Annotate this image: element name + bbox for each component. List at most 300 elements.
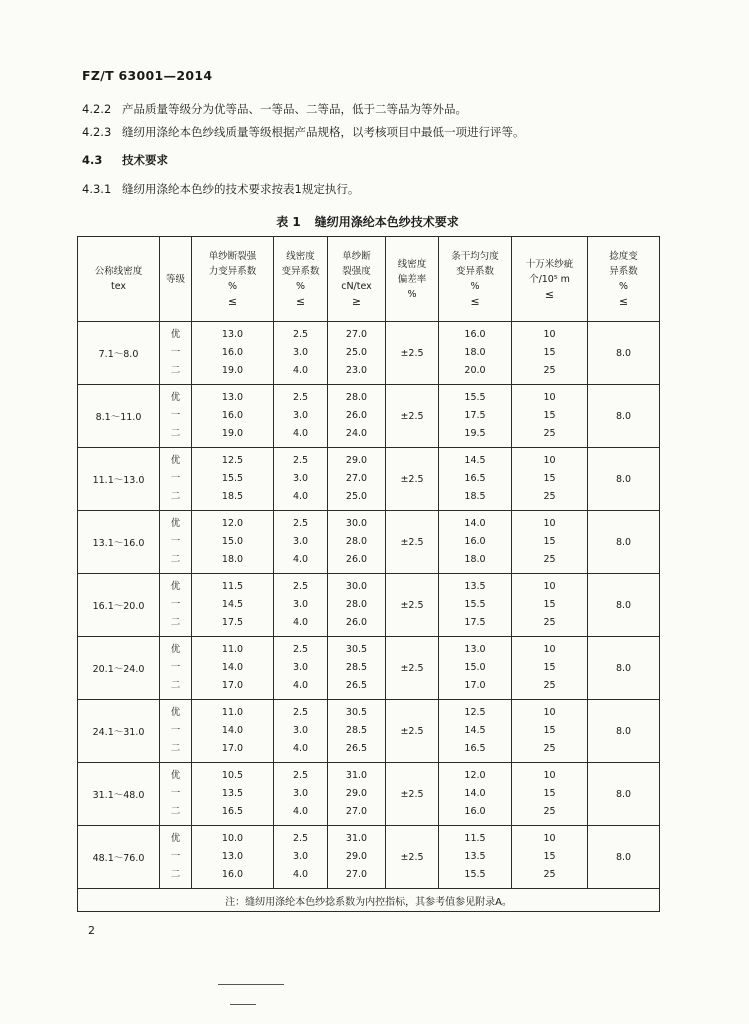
table-cell xyxy=(160,637,192,700)
table-cell xyxy=(328,826,386,889)
cell-value: 一 xyxy=(170,725,181,736)
header-line: % xyxy=(470,281,480,292)
cell-value: 3.0 xyxy=(292,788,309,799)
cell-value: 31.0 xyxy=(345,770,368,781)
value-stack xyxy=(274,385,327,447)
header-line: % xyxy=(227,281,238,292)
cell-value: 18.0 xyxy=(464,347,486,358)
cell-value: 优 xyxy=(170,518,181,529)
value-stack xyxy=(160,511,191,573)
cell-value: 28.0 xyxy=(345,392,368,403)
header-line: 单纱断 xyxy=(342,251,371,262)
cell-value: 10 xyxy=(543,707,556,718)
table-cell xyxy=(439,385,512,448)
twist-cv-cell: 8.0 xyxy=(588,322,660,385)
cell-value: 2.5 xyxy=(292,392,309,403)
cell-value: 15 xyxy=(543,788,556,799)
cell-value: 4.0 xyxy=(292,869,309,880)
table-cell xyxy=(328,637,386,700)
density-range-cell: 20.1～24.0 xyxy=(78,637,160,700)
cell-value: 16.0 xyxy=(464,329,486,340)
twist-cv-cell: 8.0 xyxy=(588,763,660,826)
twist-cv-cell: 8.0 xyxy=(588,511,660,574)
table-cell xyxy=(328,448,386,511)
cell-value: 30.0 xyxy=(345,581,368,592)
cell-value: 一 xyxy=(170,536,181,547)
cell-value: 14.0 xyxy=(221,662,244,673)
table-cell xyxy=(512,448,588,511)
cell-value: 25.0 xyxy=(345,491,368,502)
table-cell xyxy=(160,826,192,889)
cell-value: 二 xyxy=(170,743,181,754)
cell-value: 18.5 xyxy=(464,491,486,502)
twist-cv-cell: 8.0 xyxy=(588,448,660,511)
value-stack xyxy=(328,322,385,384)
table-caption xyxy=(0,213,749,230)
cell-value: 二 xyxy=(170,365,181,376)
deviation-cell: ±2.5 xyxy=(386,700,439,763)
cell-value: 11.0 xyxy=(221,707,244,718)
value-stack xyxy=(160,385,191,447)
table-cell xyxy=(512,826,588,889)
cell-value: 3.0 xyxy=(292,851,309,862)
value-stack xyxy=(328,574,385,636)
header-line: 异系数 xyxy=(609,266,638,277)
cell-value: 4.0 xyxy=(292,554,309,565)
cell-value: 17.5 xyxy=(464,617,486,628)
value-stack xyxy=(328,763,385,825)
value-stack xyxy=(192,322,273,384)
deviation-cell: ±2.5 xyxy=(386,637,439,700)
cell-value: 一 xyxy=(170,662,181,673)
cell-value: 14.5 xyxy=(221,599,244,610)
cell-value: 13.0 xyxy=(221,851,244,862)
limit-symbol: ≥ xyxy=(351,295,362,308)
cell-value: 30.5 xyxy=(345,707,368,718)
clause-4-2-2 xyxy=(82,101,467,117)
cell-value: 一 xyxy=(170,410,181,421)
cell-value: 13.0 xyxy=(464,644,486,655)
value-stack xyxy=(512,763,587,825)
cell-value: 优 xyxy=(170,770,181,781)
cell-value: 10 xyxy=(543,833,556,844)
density-range-cell: 13.1～16.0 xyxy=(78,511,160,574)
table-cell xyxy=(439,763,512,826)
table-row xyxy=(78,511,660,574)
deviation-cell: ±2.5 xyxy=(386,574,439,637)
table-header-cell xyxy=(588,237,660,322)
clause-4-3-1 xyxy=(82,181,359,197)
cell-value: 3.0 xyxy=(292,662,309,673)
header-line: % xyxy=(407,288,417,300)
table-row xyxy=(78,385,660,448)
scan-mark xyxy=(230,1004,256,1005)
cell-value: 13.0 xyxy=(221,392,244,403)
value-stack xyxy=(160,322,191,384)
table-cell xyxy=(328,763,386,826)
cell-value: 优 xyxy=(170,581,181,592)
table-caption-title: 缝纫用涤纶本色纱技术要求 xyxy=(314,215,459,229)
cell-value: 23.0 xyxy=(345,365,368,376)
table-cell xyxy=(160,700,192,763)
cell-value: 4.0 xyxy=(292,617,309,628)
value-stack xyxy=(328,826,385,888)
cell-value: 15.5 xyxy=(221,473,244,484)
table-cell xyxy=(160,511,192,574)
twist-cv-cell: 8.0 xyxy=(588,637,660,700)
cell-value: 13.5 xyxy=(221,788,244,799)
table-header-cell xyxy=(328,237,386,322)
cell-value: 4.0 xyxy=(292,743,309,754)
cell-value: 2.5 xyxy=(292,518,309,529)
header-line: 变异系数 xyxy=(281,266,320,277)
cell-value: 15.0 xyxy=(464,662,486,673)
cell-value: 2.5 xyxy=(292,833,309,844)
cell-value: 16.0 xyxy=(221,410,244,421)
density-range-cell: 24.1～31.0 xyxy=(78,700,160,763)
value-stack xyxy=(192,700,273,762)
table-cell xyxy=(439,448,512,511)
value-stack xyxy=(160,637,191,699)
table-cell xyxy=(439,637,512,700)
header-line: tex xyxy=(110,281,127,292)
header-line: 个/10⁵ m xyxy=(529,273,570,285)
clause-text: 缝纫用涤纶本色纱的技术要求按表1规定执行。 xyxy=(122,182,360,196)
cell-value: 17.5 xyxy=(221,617,244,628)
value-stack xyxy=(512,700,587,762)
scan-mark xyxy=(218,984,284,985)
table-row xyxy=(78,763,660,826)
table-cell xyxy=(439,511,512,574)
table-header-cell xyxy=(439,237,512,322)
header-line: 变异系数 xyxy=(455,266,494,277)
value-stack xyxy=(274,574,327,636)
table-cell xyxy=(160,385,192,448)
cell-value: 一 xyxy=(170,347,181,358)
cell-value: 2.5 xyxy=(292,329,309,340)
table-cell xyxy=(160,448,192,511)
value-stack xyxy=(512,511,587,573)
cell-value: 26.0 xyxy=(345,554,368,565)
value-stack xyxy=(192,574,273,636)
cell-value: 26.5 xyxy=(345,743,368,754)
table-caption-label: 表 1 xyxy=(276,215,301,229)
cell-value: 4.0 xyxy=(292,428,309,439)
cell-value: 25 xyxy=(543,806,556,817)
cell-value: 12.0 xyxy=(464,770,486,781)
table-header-cell xyxy=(160,237,192,322)
table-cell xyxy=(512,637,588,700)
standard-header: FZ/T 63001—2014 xyxy=(82,68,213,83)
density-range-cell: 48.1～76.0 xyxy=(78,826,160,889)
table-cell xyxy=(274,574,328,637)
cell-value: 18.0 xyxy=(221,554,244,565)
technical-requirements-table xyxy=(77,236,660,912)
table-cell xyxy=(192,322,274,385)
cell-value: 27.0 xyxy=(345,869,368,880)
value-stack xyxy=(439,322,511,384)
table-cell xyxy=(274,700,328,763)
header-line: 等级 xyxy=(165,273,185,285)
cell-value: 10 xyxy=(543,770,556,781)
twist-cv-cell: 8.0 xyxy=(588,574,660,637)
header-line: 十万米纱疵 xyxy=(525,258,574,270)
value-stack xyxy=(274,700,327,762)
cell-value: 3.0 xyxy=(292,410,309,421)
table-cell xyxy=(192,511,274,574)
header-line: 公称线密度 xyxy=(94,266,143,277)
cell-value: 11.5 xyxy=(221,581,244,592)
twist-cv-cell: 8.0 xyxy=(588,700,660,763)
cell-value: 2.5 xyxy=(292,707,309,718)
value-stack xyxy=(274,511,327,573)
value-stack xyxy=(274,637,327,699)
table-cell xyxy=(274,763,328,826)
cell-value: 25 xyxy=(543,365,556,376)
cell-value: 29.0 xyxy=(345,455,368,466)
value-stack xyxy=(274,763,327,825)
value-stack xyxy=(192,826,273,888)
cell-value: 20.0 xyxy=(464,365,486,376)
cell-value: 27.0 xyxy=(345,473,368,484)
cell-value: 25 xyxy=(543,680,556,691)
value-stack xyxy=(274,322,327,384)
header-line: cN/tex xyxy=(341,281,372,292)
cell-value: 25 xyxy=(543,869,556,880)
cell-value: 17.0 xyxy=(221,680,244,691)
cell-value: 19.0 xyxy=(221,365,244,376)
cell-value: 15.5 xyxy=(464,869,486,880)
cell-value: 3.0 xyxy=(292,599,309,610)
value-stack xyxy=(439,826,511,888)
limit-symbol: ≤ xyxy=(544,287,555,301)
cell-value: 17.0 xyxy=(464,680,486,691)
cell-value: 28.0 xyxy=(345,536,368,547)
table-header-cell xyxy=(78,237,160,322)
value-stack xyxy=(160,763,191,825)
cell-value: 16.0 xyxy=(464,536,486,547)
table-cell xyxy=(160,322,192,385)
cell-value: 27.0 xyxy=(345,806,368,817)
clause-text: 缝纫用涤纶本色纱线质量等级根据产品规格，以考核项目中最低一项进行评等。 xyxy=(122,125,525,139)
table-cell xyxy=(328,322,386,385)
table-row xyxy=(78,826,660,889)
table-cell xyxy=(274,637,328,700)
cell-value: 10 xyxy=(543,455,556,466)
cell-value: 28.5 xyxy=(345,662,368,673)
cell-value: 一 xyxy=(170,473,181,484)
table-cell xyxy=(328,700,386,763)
deviation-cell: ±2.5 xyxy=(386,763,439,826)
table-cell xyxy=(274,826,328,889)
header-line: 线密度 xyxy=(286,251,315,262)
table-note-row xyxy=(78,889,660,912)
cell-value: 14.0 xyxy=(221,725,244,736)
table-cell xyxy=(512,763,588,826)
cell-value: 11.5 xyxy=(464,833,486,844)
clause-number: 4.3.1 xyxy=(82,182,112,196)
density-range-cell: 31.1～48.0 xyxy=(78,763,160,826)
cell-value: 二 xyxy=(170,617,181,628)
cell-value: 19.5 xyxy=(464,428,486,439)
table-cell xyxy=(439,826,512,889)
cell-value: 25 xyxy=(543,617,556,628)
value-stack xyxy=(328,511,385,573)
table-cell xyxy=(192,448,274,511)
header-line: 力变异系数 xyxy=(208,266,257,277)
header-line: 裂强度 xyxy=(342,266,371,277)
value-stack xyxy=(512,448,587,510)
clause-number: 4.2.2 xyxy=(82,102,112,116)
cell-value: 15 xyxy=(543,473,556,484)
cell-value: 26.5 xyxy=(345,680,368,691)
table-cell xyxy=(160,763,192,826)
table-cell xyxy=(274,322,328,385)
cell-value: 2.5 xyxy=(292,455,309,466)
value-stack xyxy=(439,385,511,447)
table-cell xyxy=(192,826,274,889)
cell-value: 18.5 xyxy=(221,491,244,502)
table-cell xyxy=(274,385,328,448)
cell-value: 15 xyxy=(543,536,556,547)
table-cell xyxy=(192,700,274,763)
value-stack xyxy=(439,511,511,573)
value-stack xyxy=(328,385,385,447)
cell-value: 18.0 xyxy=(464,554,486,565)
cell-value: 4.0 xyxy=(292,491,309,502)
cell-value: 10 xyxy=(543,644,556,655)
deviation-cell: ±2.5 xyxy=(386,448,439,511)
cell-value: 28.5 xyxy=(345,725,368,736)
clause-4-2-3 xyxy=(82,124,525,140)
table-cell xyxy=(512,322,588,385)
cell-value: 15.5 xyxy=(464,599,486,610)
table-cell xyxy=(512,574,588,637)
cell-value: 二 xyxy=(170,869,181,880)
cell-value: 31.0 xyxy=(345,833,368,844)
cell-value: 30.5 xyxy=(345,644,368,655)
section-4-3-heading xyxy=(82,152,168,168)
value-stack xyxy=(512,574,587,636)
cell-value: 二 xyxy=(170,428,181,439)
cell-value: 二 xyxy=(170,806,181,817)
table-cell xyxy=(192,574,274,637)
cell-value: 4.0 xyxy=(292,806,309,817)
cell-value: 24.0 xyxy=(345,428,368,439)
cell-value: 16.5 xyxy=(464,743,486,754)
table-header-cell xyxy=(274,237,328,322)
cell-value: 16.5 xyxy=(221,806,244,817)
cell-value: 10.0 xyxy=(221,833,244,844)
table-cell xyxy=(439,700,512,763)
deviation-cell: ±2.5 xyxy=(386,826,439,889)
value-stack xyxy=(439,700,511,762)
cell-value: 一 xyxy=(170,788,181,799)
value-stack xyxy=(192,511,273,573)
cell-value: 16.0 xyxy=(464,806,486,817)
limit-symbol: ≤ xyxy=(295,295,306,308)
density-range-cell: 16.1～20.0 xyxy=(78,574,160,637)
cell-value: 3.0 xyxy=(292,725,309,736)
twist-cv-cell: 8.0 xyxy=(588,385,660,448)
cell-value: 16.5 xyxy=(464,473,486,484)
section-title: 技术要求 xyxy=(122,153,168,167)
table-row xyxy=(78,448,660,511)
cell-value: 优 xyxy=(170,833,181,844)
table-row xyxy=(78,637,660,700)
table-cell xyxy=(274,511,328,574)
table-row xyxy=(78,322,660,385)
cell-value: 二 xyxy=(170,491,181,502)
cell-value: 16.0 xyxy=(221,347,244,358)
cell-value: 2.5 xyxy=(292,770,309,781)
clause-number: 4.2.3 xyxy=(82,125,112,139)
header-line: 条干均匀度 xyxy=(451,251,499,262)
cell-value: 14.0 xyxy=(464,788,486,799)
cell-value: 一 xyxy=(170,599,181,610)
table-row xyxy=(78,700,660,763)
limit-symbol: ≤ xyxy=(227,295,238,308)
value-stack xyxy=(160,448,191,510)
table-cell xyxy=(512,700,588,763)
value-stack xyxy=(192,448,273,510)
header-line: % xyxy=(295,281,306,292)
cell-value: 29.0 xyxy=(345,788,368,799)
header-line: 偏差率 xyxy=(397,273,427,285)
cell-value: 2.5 xyxy=(292,644,309,655)
table-row xyxy=(78,574,660,637)
header-line: 捻度变 xyxy=(609,251,638,262)
cell-value: 14.0 xyxy=(464,518,486,529)
twist-cv-cell: 8.0 xyxy=(588,826,660,889)
value-stack xyxy=(439,574,511,636)
cell-value: 优 xyxy=(170,707,181,718)
cell-value: 优 xyxy=(170,392,181,403)
table-cell xyxy=(328,385,386,448)
cell-value: 10 xyxy=(543,329,556,340)
cell-value: 25 xyxy=(543,428,556,439)
value-stack xyxy=(160,700,191,762)
cell-value: 16.0 xyxy=(221,869,244,880)
cell-value: 15 xyxy=(543,599,556,610)
table-header-cell xyxy=(386,237,439,322)
cell-value: 27.0 xyxy=(345,329,368,340)
table-cell xyxy=(328,511,386,574)
table-cell xyxy=(160,574,192,637)
cell-value: 优 xyxy=(170,644,181,655)
cell-value: 19.0 xyxy=(221,428,244,439)
cell-value: 26.0 xyxy=(345,410,368,421)
cell-value: 15.5 xyxy=(464,392,486,403)
cell-value: 13.5 xyxy=(464,581,486,592)
density-range-cell: 7.1～8.0 xyxy=(78,322,160,385)
value-stack xyxy=(274,826,327,888)
table-cell xyxy=(439,574,512,637)
cell-value: 二 xyxy=(170,554,181,565)
clause-text: 产品质量等级分为优等品、一等品、二等品，低于二等品为等外品。 xyxy=(122,102,467,116)
value-stack xyxy=(192,637,273,699)
cell-value: 25 xyxy=(543,554,556,565)
table-cell xyxy=(274,448,328,511)
cell-value: 25 xyxy=(543,743,556,754)
header-line: % xyxy=(618,281,629,292)
table-cell xyxy=(512,511,588,574)
table-cell xyxy=(328,574,386,637)
cell-value: 12.0 xyxy=(221,518,244,529)
value-stack xyxy=(512,637,587,699)
value-stack xyxy=(439,763,511,825)
cell-value: 15 xyxy=(543,410,556,421)
